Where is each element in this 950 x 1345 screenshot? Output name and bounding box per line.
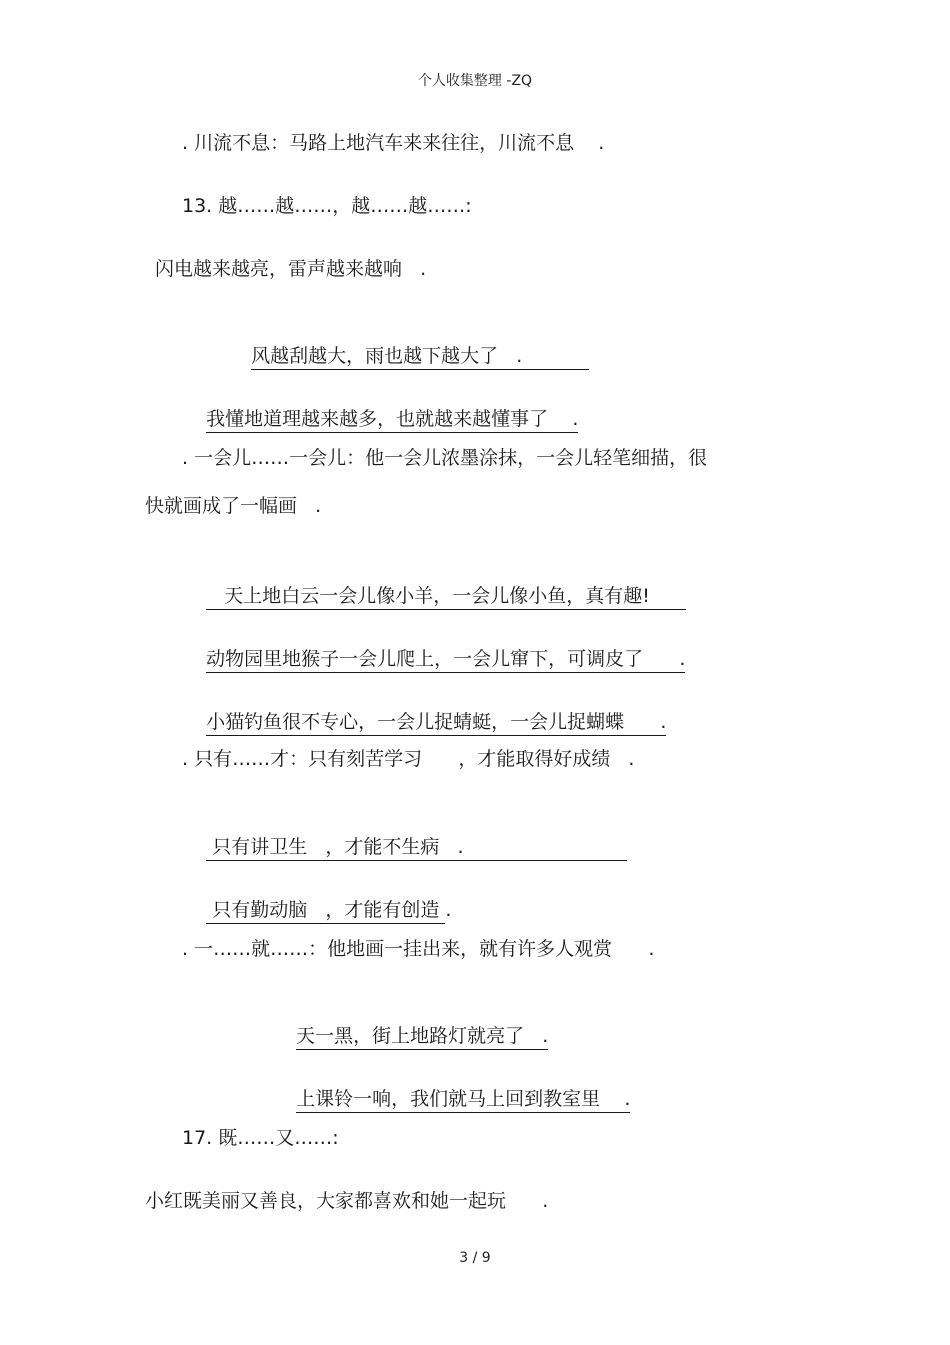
underlined-text: 天一黑，街上地路灯就亮了 .	[296, 1024, 548, 1050]
section-heading: 17. 既……又……:	[182, 1127, 339, 1149]
text-line: . 一……就……：他地画一挂出来，就有许多人观赏 .	[182, 938, 655, 960]
underlined-text: 只有勤动脑 ，才能有创造	[206, 898, 445, 924]
page-header: 个人收集整理 -ZQ	[417, 73, 533, 89]
text-line: . 川流不息：马路上地汽车来来往往，川流不息 .	[182, 132, 605, 154]
underlined-text: 我懂地道理越来越多，也就越来越懂事了 .	[206, 407, 578, 433]
text-line: 快就画成了一幅画 .	[145, 495, 322, 517]
underlined-text: 动物园里地猴子一会儿爬上，一会儿窜下，可调皮了 .	[206, 647, 685, 673]
text-line: 闪电越来越亮，雷声越来越响 .	[155, 258, 427, 280]
underlined-text: 上课铃一响，我们就马上回到教室里 .	[296, 1087, 630, 1113]
text-line: 小红既美丽又善良，大家都喜欢和她一起玩 .	[145, 1190, 549, 1212]
text-line: . 一会儿……一会儿：他一会儿浓墨涂抹，一会儿轻笔细描，很	[182, 447, 708, 469]
underlined-text: 天上地白云一会儿像小羊，一会儿像小鱼，真有趣!	[206, 584, 686, 610]
text-line: . 只有……才：只有刻苦学习 ，才能取得好成绩 .	[182, 748, 635, 770]
underlined-text: 小猫钓鱼很不专心，一会儿捉蜻蜓，一会儿捉蝴蝶 .	[206, 710, 666, 736]
underlined-text: 风越刮越大，雨也越下越大了 .	[251, 344, 589, 370]
section-heading: 13. 越……越……，越……越……:	[182, 195, 472, 217]
trailing-period: .	[445, 899, 452, 921]
underlined-text: 只有讲卫生 ，才能不生病 .	[206, 835, 626, 861]
page-number: 3 / 9	[459, 1250, 491, 1266]
